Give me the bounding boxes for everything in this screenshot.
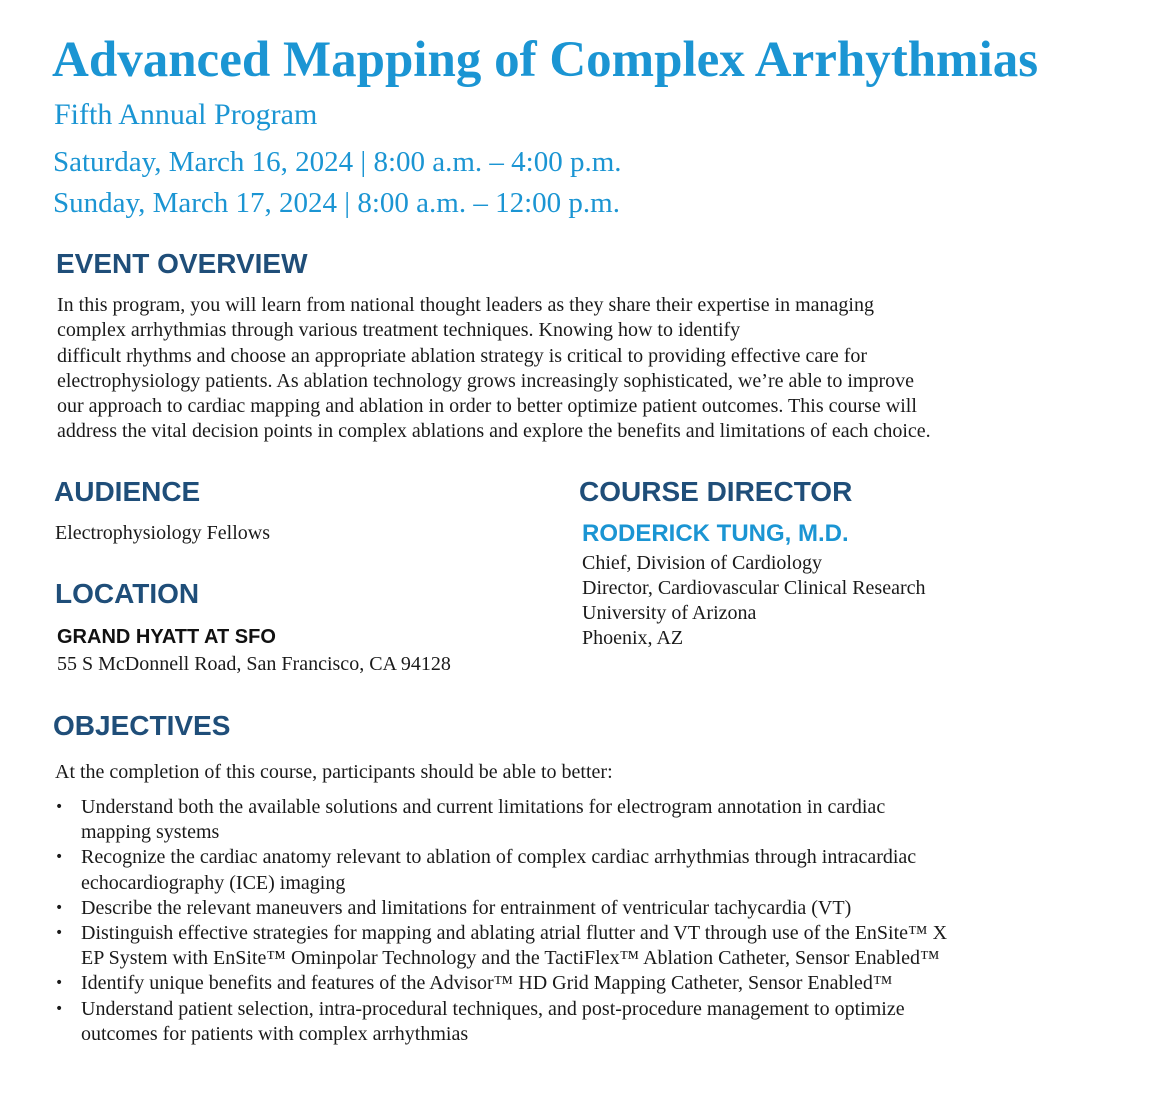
objective-item: • Describe the relevant maneuvers and limitations for entrainment of ventricular tachycardia (VT) — [55, 896, 1135, 921]
bullet-icon: • — [55, 849, 64, 866]
page-title: Advanced Mapping of Complex Arrhythmias — [52, 32, 1039, 88]
course-director-heading: COURSE DIRECTOR — [579, 476, 853, 507]
overview-line: our approach to cardiac mapping and ablation in order to better optimize patient outcomes. This course will — [57, 395, 917, 418]
venue-address: 55 S McDonnell Road, San Francisco, CA 94128 — [57, 653, 451, 675]
objective-item: • Understand patient selection, intra-procedural techniques, and post-procedure management to optimize outcomes for patients with complex arrhythmias — [55, 997, 905, 1045]
location-heading: LOCATION — [55, 578, 200, 609]
bullet-icon: • — [55, 899, 64, 916]
objective-item: • Identify unique benefits and features of the Advisor™ HD Grid Mapping Catheter, Sensor Enabled™ — [55, 971, 1135, 996]
director-role: Director, Cardiovascular Clinical Research — [582, 577, 926, 599]
objectives-list — [55, 795, 1135, 1047]
objective-item: • Recognize the cardiac anatomy relevant to ablation of complex cardiac arrhythmias through intracardiac echocardiography (ICE) imaging — [55, 846, 917, 894]
date-saturday: Saturday, March 16, 2024 | 8:00 a.m. – 4:00 p.m. — [53, 146, 622, 178]
overview-line: complex arrhythmias through various treatment techniques. Knowing how to identify — [57, 319, 741, 342]
director-title: Chief, Division of Cardiology — [582, 552, 822, 574]
venue-name: GRAND HYATT AT SFO — [57, 626, 276, 648]
objectives-heading: OBJECTIVES — [53, 710, 231, 741]
director-name: RODERICK TUNG, M.D. — [582, 520, 849, 547]
overview-line: In this program, you will learn from national thought leaders as they share their expertise in managing — [57, 294, 874, 316]
overview-line: electrophysiology patients. As ablation technology grows increasingly sophisticated, we’re able to improve — [57, 369, 915, 392]
objective-item: • Distinguish effective strategies for mapping and ablating atrial flutter and VT through use of the EnSite™ X EP System with EnSite™ Ominpolar Technology and the TactiFlex™ Ablation Catheter, Sensor Enabled™ — [55, 922, 948, 970]
overview-line: address the vital decision points in complex ablations and explore the benefits and limitations of each choice. — [57, 420, 931, 443]
bullet-icon: • — [55, 1000, 64, 1017]
date-sunday: Sunday, March 17, 2024 | 8:00 a.m. – 12:00 p.m. — [53, 187, 620, 219]
director-details — [582, 551, 926, 651]
director-city: Phoenix, AZ — [582, 627, 684, 649]
bullet-icon: • — [55, 975, 64, 992]
objective-item: • Understand both the available solutions and current limitations for electrogram annotation in cardiac mapping systems — [55, 796, 886, 844]
bullet-icon: • — [55, 799, 64, 815]
event-overview-heading: EVENT OVERVIEW — [56, 248, 308, 279]
director-institution: University of Arizona — [582, 602, 757, 624]
audience-heading: AUDIENCE — [54, 476, 201, 507]
event-overview-text — [57, 293, 931, 445]
audience-text: Electrophysiology Fellows — [55, 522, 270, 544]
overview-line: difficult rhythms and choose an appropriate ablation strategy is critical to providing effective care for — [57, 344, 868, 367]
bullet-icon: • — [55, 925, 64, 942]
program-subtitle: Fifth Annual Program — [54, 98, 318, 131]
objectives-intro: At the completion of this course, participants should be able to better: — [55, 761, 613, 783]
